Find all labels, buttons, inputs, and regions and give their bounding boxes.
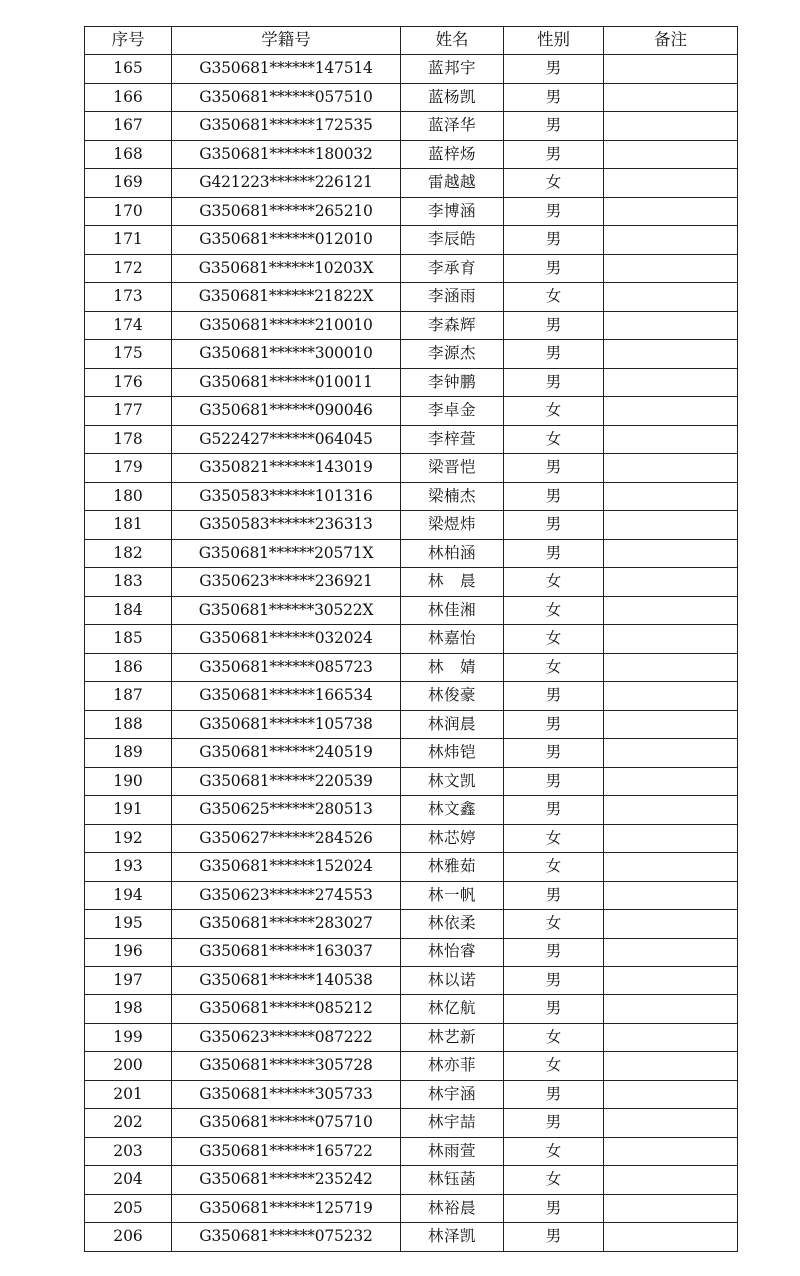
table-row <box>85 454 738 482</box>
cell-serial-number: 204 <box>85 1166 172 1194</box>
cell-student-id: G350681******305733 <box>172 1080 401 1108</box>
cell-student-id: G350681******166534 <box>172 682 401 710</box>
cell-student-id: G350681******180032 <box>172 140 401 168</box>
table-body <box>85 55 738 1251</box>
cell-student-id: G350681******265210 <box>172 197 401 225</box>
cell-gender: 男 <box>504 140 604 168</box>
table-row <box>85 1137 738 1165</box>
cell-gender: 女 <box>504 283 604 311</box>
cell-student-id: G350681******085723 <box>172 653 401 681</box>
cell-gender: 男 <box>504 83 604 111</box>
cell-gender: 男 <box>504 966 604 994</box>
cell-remarks <box>604 739 738 767</box>
cell-name: 林润晨 <box>401 710 504 738</box>
cell-name: 梁楠杰 <box>401 482 504 510</box>
cell-remarks <box>604 1052 738 1080</box>
table-row <box>85 938 738 966</box>
header-student-id: 学籍号 <box>172 27 401 55</box>
cell-serial-number: 182 <box>85 539 172 567</box>
cell-name: 林柏涵 <box>401 539 504 567</box>
cell-remarks <box>604 1166 738 1194</box>
cell-remarks <box>604 910 738 938</box>
cell-name: 李卓金 <box>401 397 504 425</box>
cell-name: 林泽凯 <box>401 1223 504 1251</box>
cell-student-id: G350681******032024 <box>172 625 401 653</box>
cell-remarks <box>604 682 738 710</box>
table-row <box>85 1166 738 1194</box>
table-row <box>85 910 738 938</box>
cell-student-id: G350681******300010 <box>172 340 401 368</box>
cell-serial-number: 171 <box>85 226 172 254</box>
cell-gender: 男 <box>504 55 604 83</box>
table-row <box>85 1194 738 1222</box>
cell-serial-number: 181 <box>85 511 172 539</box>
table-row <box>85 1052 738 1080</box>
table-row <box>85 226 738 254</box>
cell-remarks <box>604 568 738 596</box>
cell-name: 林嘉怡 <box>401 625 504 653</box>
table-row <box>85 767 738 795</box>
cell-student-id: G350623******087222 <box>172 1023 401 1051</box>
cell-name: 林芯婷 <box>401 824 504 852</box>
cell-remarks <box>604 767 738 795</box>
cell-student-id: G350681******21822X <box>172 283 401 311</box>
cell-student-id: G350681******152024 <box>172 853 401 881</box>
table-row <box>85 824 738 852</box>
cell-serial-number: 172 <box>85 254 172 282</box>
cell-student-id: G350681******075232 <box>172 1223 401 1251</box>
cell-serial-number: 203 <box>85 1137 172 1165</box>
cell-serial-number: 165 <box>85 55 172 83</box>
cell-remarks <box>604 368 738 396</box>
cell-remarks <box>604 1137 738 1165</box>
cell-gender: 男 <box>504 682 604 710</box>
cell-serial-number: 170 <box>85 197 172 225</box>
cell-student-id: G350681******090046 <box>172 397 401 425</box>
cell-serial-number: 195 <box>85 910 172 938</box>
cell-serial-number: 178 <box>85 425 172 453</box>
cell-remarks <box>604 169 738 197</box>
cell-student-id: G350681******10203X <box>172 254 401 282</box>
cell-name: 李梓萱 <box>401 425 504 453</box>
cell-name: 李辰皓 <box>401 226 504 254</box>
cell-remarks <box>604 653 738 681</box>
table-row <box>85 966 738 994</box>
cell-gender: 男 <box>504 197 604 225</box>
cell-remarks <box>604 254 738 282</box>
cell-serial-number: 187 <box>85 682 172 710</box>
cell-serial-number: 174 <box>85 311 172 339</box>
cell-remarks <box>604 112 738 140</box>
cell-gender: 男 <box>504 1194 604 1222</box>
cell-remarks <box>604 397 738 425</box>
cell-remarks <box>604 1223 738 1251</box>
cell-remarks <box>604 283 738 311</box>
table-row <box>85 995 738 1023</box>
table-row <box>85 1080 738 1108</box>
cell-name: 蓝杨凯 <box>401 83 504 111</box>
cell-serial-number: 190 <box>85 767 172 795</box>
cell-remarks <box>604 511 738 539</box>
cell-gender: 男 <box>504 1109 604 1137</box>
cell-name: 林佳湘 <box>401 596 504 624</box>
cell-gender: 男 <box>504 311 604 339</box>
table-row <box>85 511 738 539</box>
cell-gender: 男 <box>504 938 604 966</box>
cell-serial-number: 199 <box>85 1023 172 1051</box>
table-row <box>85 881 738 909</box>
cell-remarks <box>604 881 738 909</box>
cell-gender: 女 <box>504 853 604 881</box>
cell-name: 林宇涵 <box>401 1080 504 1108</box>
cell-name: 林雨萱 <box>401 1137 504 1165</box>
cell-student-id: G350681******085212 <box>172 995 401 1023</box>
cell-name: 林 晨 <box>401 568 504 596</box>
cell-name: 林 婧 <box>401 653 504 681</box>
cell-name: 林文凯 <box>401 767 504 795</box>
cell-gender: 女 <box>504 1023 604 1051</box>
cell-gender: 女 <box>504 425 604 453</box>
table-row <box>85 283 738 311</box>
cell-serial-number: 179 <box>85 454 172 482</box>
cell-gender: 女 <box>504 397 604 425</box>
cell-student-id: G350681******012010 <box>172 226 401 254</box>
cell-name: 林俊豪 <box>401 682 504 710</box>
cell-student-id: G350681******20571X <box>172 539 401 567</box>
cell-gender: 男 <box>504 1223 604 1251</box>
cell-name: 蓝邦宇 <box>401 55 504 83</box>
cell-name: 李博涵 <box>401 197 504 225</box>
cell-student-id: G350583******236313 <box>172 511 401 539</box>
cell-name: 林文鑫 <box>401 796 504 824</box>
cell-student-id: G350681******235242 <box>172 1166 401 1194</box>
cell-name: 林炜铠 <box>401 739 504 767</box>
cell-student-id: G350681******105738 <box>172 710 401 738</box>
cell-gender: 女 <box>504 653 604 681</box>
cell-serial-number: 173 <box>85 283 172 311</box>
student-roster-table <box>84 26 738 1252</box>
cell-student-id: G350681******165722 <box>172 1137 401 1165</box>
cell-gender: 女 <box>504 568 604 596</box>
cell-name: 林亦菲 <box>401 1052 504 1080</box>
cell-gender: 女 <box>504 1052 604 1080</box>
table-header-row <box>85 27 738 55</box>
cell-remarks <box>604 482 738 510</box>
cell-gender: 男 <box>504 112 604 140</box>
table-row <box>85 397 738 425</box>
table-row <box>85 739 738 767</box>
cell-name: 李涵雨 <box>401 283 504 311</box>
cell-serial-number: 186 <box>85 653 172 681</box>
cell-gender: 男 <box>504 226 604 254</box>
table-row <box>85 625 738 653</box>
table-row <box>85 112 738 140</box>
cell-gender: 女 <box>504 169 604 197</box>
table-row <box>85 682 738 710</box>
cell-name: 林亿航 <box>401 995 504 1023</box>
cell-gender: 男 <box>504 511 604 539</box>
cell-student-id: G350623******274553 <box>172 881 401 909</box>
cell-serial-number: 180 <box>85 482 172 510</box>
cell-remarks <box>604 966 738 994</box>
cell-name: 林以诺 <box>401 966 504 994</box>
cell-serial-number: 206 <box>85 1223 172 1251</box>
cell-name: 梁煜炜 <box>401 511 504 539</box>
cell-name: 李源杰 <box>401 340 504 368</box>
cell-remarks <box>604 311 738 339</box>
cell-name: 雷越越 <box>401 169 504 197</box>
table-row <box>85 482 738 510</box>
cell-serial-number: 166 <box>85 83 172 111</box>
cell-gender: 男 <box>504 368 604 396</box>
cell-gender: 男 <box>504 995 604 1023</box>
cell-serial-number: 197 <box>85 966 172 994</box>
cell-remarks <box>604 55 738 83</box>
cell-remarks <box>604 796 738 824</box>
cell-name: 林艺新 <box>401 1023 504 1051</box>
cell-serial-number: 194 <box>85 881 172 909</box>
cell-gender: 女 <box>504 824 604 852</box>
cell-gender: 男 <box>504 1080 604 1108</box>
cell-serial-number: 200 <box>85 1052 172 1080</box>
cell-name: 林怡睿 <box>401 938 504 966</box>
table-row <box>85 197 738 225</box>
table-row <box>85 1223 738 1251</box>
cell-name: 李承育 <box>401 254 504 282</box>
cell-gender: 男 <box>504 539 604 567</box>
cell-student-id: G350681******125719 <box>172 1194 401 1222</box>
cell-name: 蓝泽华 <box>401 112 504 140</box>
cell-remarks <box>604 596 738 624</box>
cell-student-id: G522427******064045 <box>172 425 401 453</box>
cell-gender: 男 <box>504 796 604 824</box>
cell-serial-number: 177 <box>85 397 172 425</box>
cell-gender: 男 <box>504 739 604 767</box>
cell-remarks <box>604 226 738 254</box>
cell-student-id: G350681******010011 <box>172 368 401 396</box>
cell-remarks <box>604 83 738 111</box>
table-row <box>85 368 738 396</box>
table-row <box>85 83 738 111</box>
cell-student-id: G350583******101316 <box>172 482 401 510</box>
cell-serial-number: 168 <box>85 140 172 168</box>
cell-gender: 女 <box>504 1137 604 1165</box>
cell-serial-number: 189 <box>85 739 172 767</box>
student-roster-sheet <box>84 26 737 1252</box>
cell-serial-number: 176 <box>85 368 172 396</box>
cell-remarks <box>604 995 738 1023</box>
cell-remarks <box>604 197 738 225</box>
cell-serial-number: 201 <box>85 1080 172 1108</box>
cell-remarks <box>604 824 738 852</box>
cell-name: 林雅茹 <box>401 853 504 881</box>
cell-remarks <box>604 710 738 738</box>
cell-student-id: G350681******140538 <box>172 966 401 994</box>
cell-gender: 男 <box>504 254 604 282</box>
cell-student-id: G350681******220539 <box>172 767 401 795</box>
cell-serial-number: 175 <box>85 340 172 368</box>
cell-serial-number: 188 <box>85 710 172 738</box>
cell-student-id: G350681******283027 <box>172 910 401 938</box>
header-serial-number: 序号 <box>85 27 172 55</box>
cell-remarks <box>604 938 738 966</box>
cell-name: 梁晋恺 <box>401 454 504 482</box>
cell-name: 林钰菡 <box>401 1166 504 1194</box>
cell-gender: 男 <box>504 340 604 368</box>
table-row <box>85 1109 738 1137</box>
cell-student-id: G350681******210010 <box>172 311 401 339</box>
header-gender: 性别 <box>504 27 604 55</box>
cell-name: 李森辉 <box>401 311 504 339</box>
cell-serial-number: 169 <box>85 169 172 197</box>
cell-gender: 男 <box>504 710 604 738</box>
table-row <box>85 596 738 624</box>
header-remarks: 备注 <box>604 27 738 55</box>
cell-gender: 女 <box>504 596 604 624</box>
cell-remarks <box>604 1023 738 1051</box>
table-row <box>85 539 738 567</box>
cell-serial-number: 196 <box>85 938 172 966</box>
table-row <box>85 653 738 681</box>
cell-student-id: G350681******057510 <box>172 83 401 111</box>
table-row <box>85 254 738 282</box>
cell-student-id: G350681******30522X <box>172 596 401 624</box>
header-name: 姓名 <box>401 27 504 55</box>
cell-student-id: G350627******284526 <box>172 824 401 852</box>
cell-remarks <box>604 454 738 482</box>
cell-gender: 女 <box>504 625 604 653</box>
cell-gender: 男 <box>504 454 604 482</box>
cell-gender: 男 <box>504 881 604 909</box>
table-row <box>85 55 738 83</box>
cell-serial-number: 193 <box>85 853 172 881</box>
cell-serial-number: 205 <box>85 1194 172 1222</box>
cell-serial-number: 183 <box>85 568 172 596</box>
cell-serial-number: 192 <box>85 824 172 852</box>
cell-name: 李钟鹏 <box>401 368 504 396</box>
table-row <box>85 425 738 453</box>
cell-remarks <box>604 1080 738 1108</box>
cell-remarks <box>604 853 738 881</box>
cell-student-id: G350623******236921 <box>172 568 401 596</box>
cell-name: 林裕晨 <box>401 1194 504 1222</box>
cell-student-id: G350681******075710 <box>172 1109 401 1137</box>
table-row <box>85 710 738 738</box>
cell-name: 林依柔 <box>401 910 504 938</box>
cell-serial-number: 167 <box>85 112 172 140</box>
cell-name: 林一帆 <box>401 881 504 909</box>
cell-remarks <box>604 425 738 453</box>
cell-student-id: G350681******147514 <box>172 55 401 83</box>
cell-remarks <box>604 140 738 168</box>
cell-name: 蓝梓炀 <box>401 140 504 168</box>
table-row <box>85 1023 738 1051</box>
cell-gender: 男 <box>504 482 604 510</box>
cell-student-id: G350681******305728 <box>172 1052 401 1080</box>
table-row <box>85 568 738 596</box>
table-row <box>85 140 738 168</box>
cell-gender: 女 <box>504 1166 604 1194</box>
cell-remarks <box>604 1194 738 1222</box>
cell-student-id: G350681******163037 <box>172 938 401 966</box>
cell-serial-number: 198 <box>85 995 172 1023</box>
cell-student-id: G421223******226121 <box>172 169 401 197</box>
table-row <box>85 340 738 368</box>
cell-serial-number: 185 <box>85 625 172 653</box>
table-row <box>85 796 738 824</box>
cell-serial-number: 184 <box>85 596 172 624</box>
table-row <box>85 169 738 197</box>
cell-gender: 女 <box>504 910 604 938</box>
cell-remarks <box>604 1109 738 1137</box>
cell-gender: 男 <box>504 767 604 795</box>
cell-serial-number: 202 <box>85 1109 172 1137</box>
cell-student-id: G350625******280513 <box>172 796 401 824</box>
cell-remarks <box>604 625 738 653</box>
table-row <box>85 311 738 339</box>
cell-student-id: G350821******143019 <box>172 454 401 482</box>
cell-name: 林宇喆 <box>401 1109 504 1137</box>
cell-remarks <box>604 340 738 368</box>
table-row <box>85 853 738 881</box>
cell-remarks <box>604 539 738 567</box>
cell-student-id: G350681******172535 <box>172 112 401 140</box>
cell-student-id: G350681******240519 <box>172 739 401 767</box>
cell-serial-number: 191 <box>85 796 172 824</box>
